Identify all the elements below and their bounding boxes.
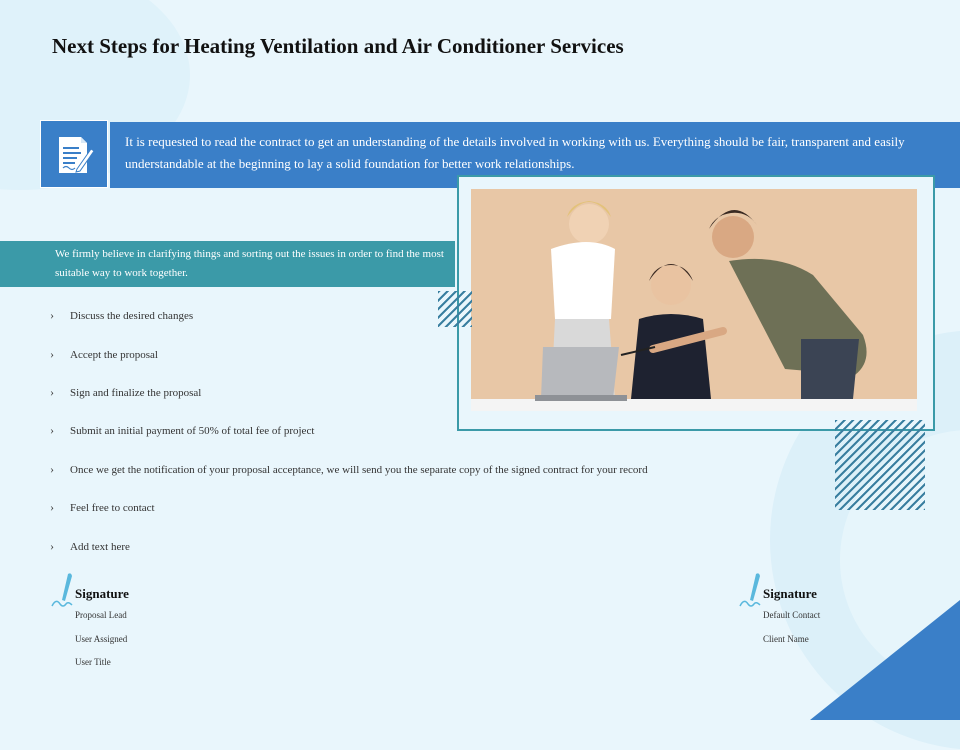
step-text: Sign and finalize the proposal bbox=[70, 387, 202, 399]
chevron-right-icon: › bbox=[50, 539, 54, 553]
list-item bbox=[50, 345, 158, 363]
list-item bbox=[50, 460, 648, 478]
pen-icon bbox=[738, 570, 764, 610]
signature-line: User Assigned bbox=[75, 634, 128, 644]
step-text: Add text here bbox=[70, 541, 130, 553]
step-text: Feel free to contact bbox=[70, 502, 155, 514]
page-title: Next Steps for Heating Ventilation and Air Conditioner Services bbox=[52, 34, 624, 58]
list-item bbox=[50, 306, 193, 324]
team-photo bbox=[471, 189, 917, 411]
document-icon-box bbox=[40, 120, 108, 188]
document-edit-icon bbox=[41, 121, 109, 189]
chevron-right-icon: › bbox=[50, 462, 54, 476]
list-item bbox=[50, 421, 314, 439]
list-item bbox=[50, 537, 130, 555]
signature-line: User Title bbox=[75, 657, 111, 667]
step-text: Once we get the notification of your proposal acceptance, we will send you the separate copy of the signed contract for your record bbox=[70, 464, 648, 476]
hatch-pattern bbox=[835, 420, 925, 510]
step-text: Discuss the desired changes bbox=[70, 310, 194, 322]
signature-line: Proposal Lead bbox=[75, 610, 127, 620]
callout-text: We firmly believe in clarifying things and sorting out the issues in order to find the most suitable way to work together. bbox=[55, 248, 444, 279]
signature-line: Client Name bbox=[763, 634, 809, 644]
hatch-pattern bbox=[438, 291, 472, 327]
list-item bbox=[50, 383, 201, 401]
intro-text: It is requested to read the contract to get an understanding of the details involved in working with us. Everything should be fair, transparent and easily understandable at the beginning to lay a solid foundation for better work relationships. bbox=[125, 134, 905, 171]
chevron-right-icon: › bbox=[50, 347, 54, 361]
chevron-right-icon: › bbox=[50, 500, 54, 514]
signature-title: Signature bbox=[75, 586, 129, 601]
step-text: Submit an initial payment of 50% of total fee of project bbox=[70, 425, 315, 437]
pen-icon bbox=[50, 570, 76, 610]
list-item bbox=[50, 498, 155, 516]
step-text: Accept the proposal bbox=[70, 349, 158, 361]
signature-line: Default Contact bbox=[763, 610, 821, 620]
chevron-right-icon: › bbox=[50, 308, 54, 322]
corner-accent bbox=[810, 600, 960, 720]
signature-title: Signature bbox=[763, 586, 817, 601]
chevron-right-icon: › bbox=[50, 385, 54, 399]
chevron-right-icon: › bbox=[50, 423, 54, 437]
